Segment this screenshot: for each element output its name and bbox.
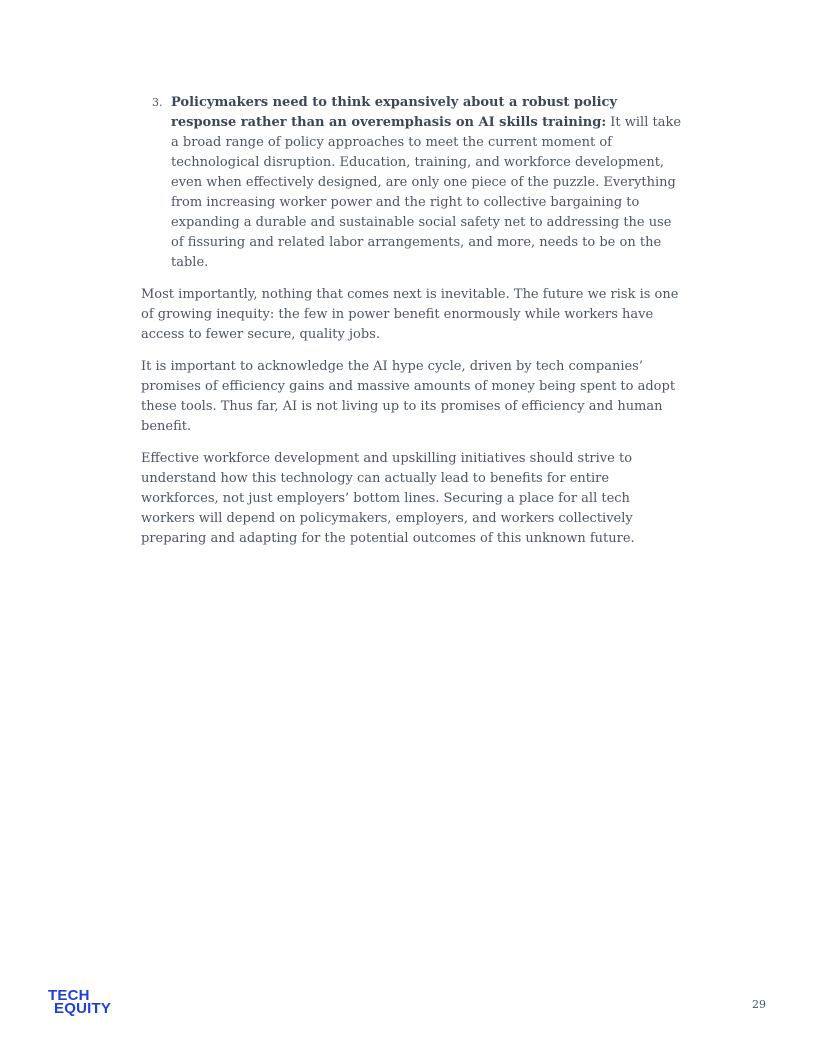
list-item-body: It will take a broad range of policy approaches to meet the current moment of technological disruption. Education, training, and workforce development, even when effectively designed, are only one piece of the puzzle. Everything from increasing worker power and the right to collective bargaining to expanding a durable and sustainable social safety net to addressing the use of fissuring and related labor arrangements, and more, needs to be on the table. — [171, 115, 682, 270]
list-number: 3. — [152, 96, 163, 109]
logo-line-tech: TECH — [48, 987, 90, 1004]
main-content — [141, 93, 686, 561]
logo-line-equity: EQUITY — [54, 1000, 112, 1017]
tech-equity-logo — [48, 989, 111, 1015]
paragraph-inevitable: Most importantly, nothing that comes next is inevitable. The future we risk is one of growing inequity: the few in power benefit enormously while workers have access to fewer secure, quality jobs. — [141, 287, 679, 342]
page-number: 29 — [752, 998, 766, 1011]
paragraph-workforce-development: Effective workforce development and upskilling initiatives should strive to understand how this technology can actually lead to benefits for entire workforces, not just employers’ bottom lines. Securing a place for all tech workers will depend on policymakers, employers, and workers collectively preparing and adapting for the potential outcomes of this unknown future. — [141, 451, 635, 546]
list-item-policymakers — [141, 93, 686, 273]
list-item-lead: Policymakers need to think expansively about a robust policy response rather than an overemphasis on AI skills training: — [171, 95, 618, 130]
paragraph-hype-cycle: It is important to acknowledge the AI hype cycle, driven by tech companies’ promises of efficiency gains and massive amounts of money being spent to adopt these tools. Thus far, AI is not living up to its promises of efficiency and human benefit. — [141, 359, 676, 434]
